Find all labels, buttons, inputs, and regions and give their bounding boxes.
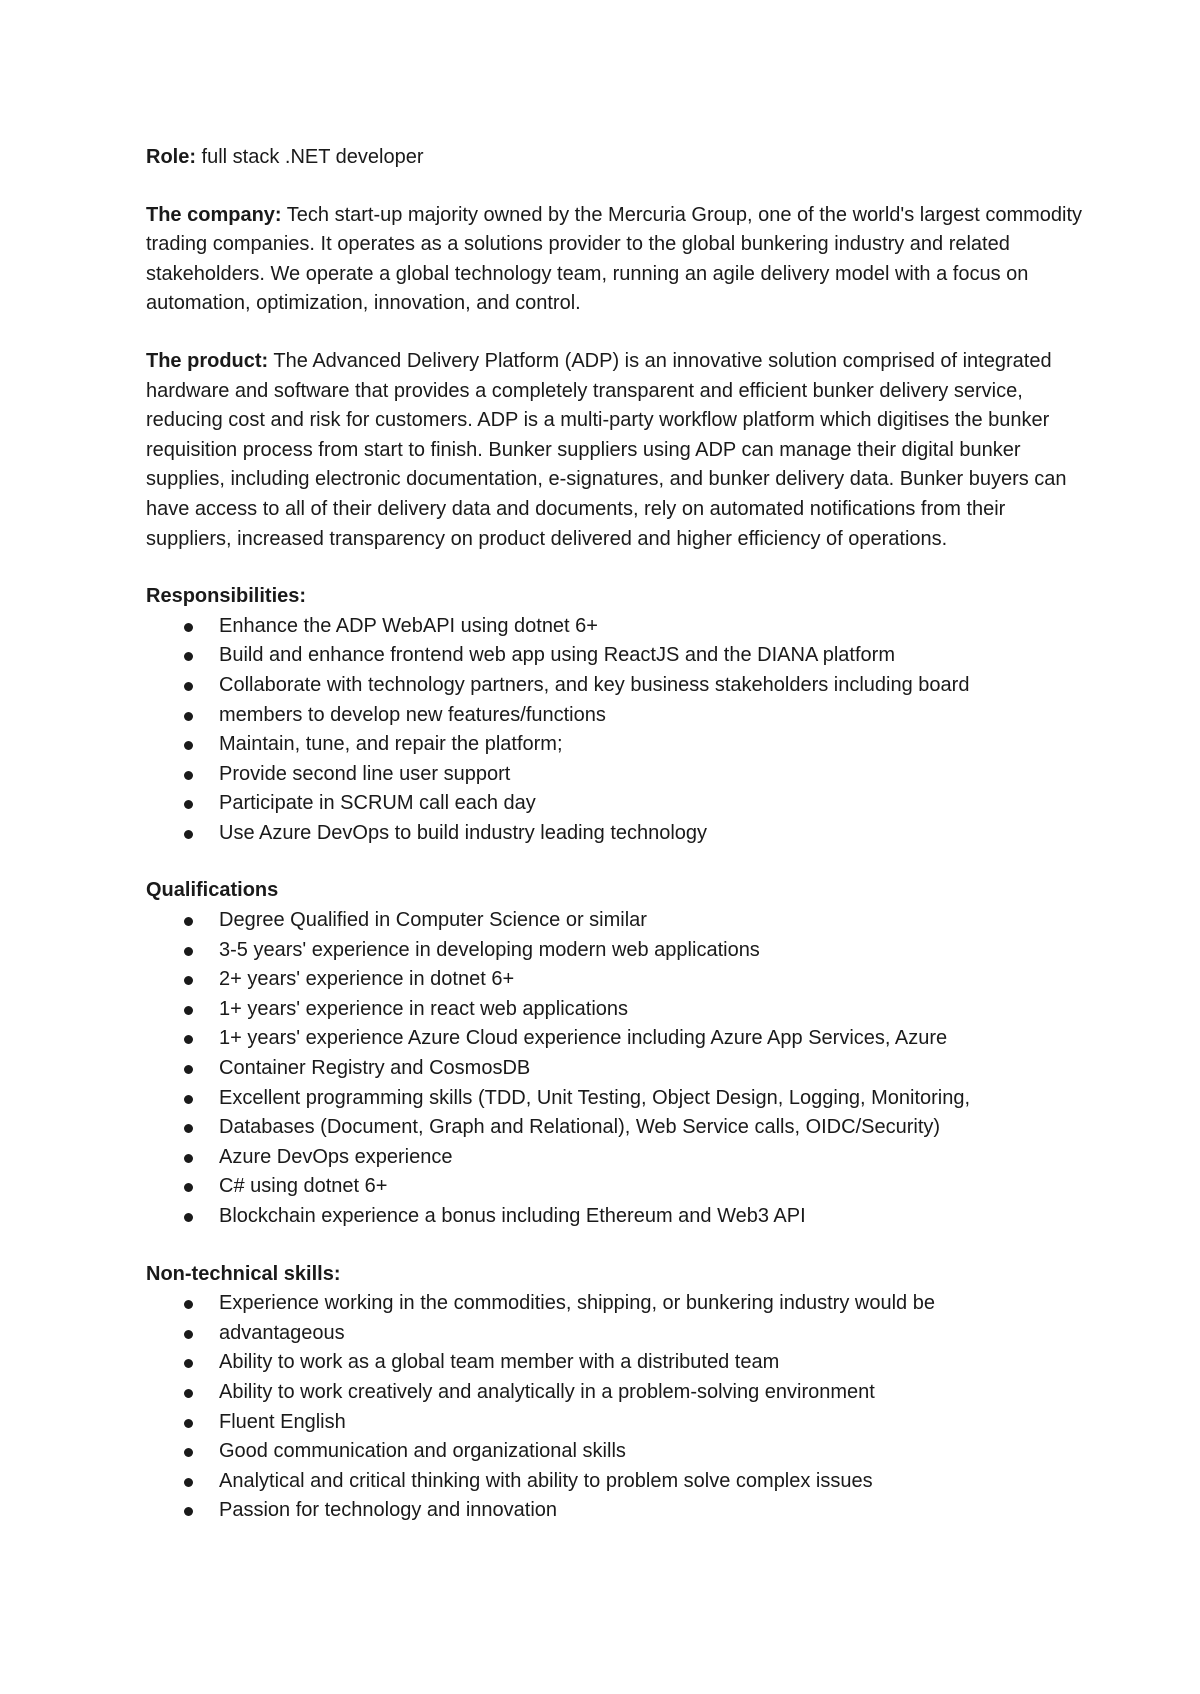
bullet-icon (184, 1154, 193, 1163)
bullet-icon (184, 1330, 193, 1339)
bullet-icon (184, 917, 193, 926)
nontechnical-list (146, 1289, 1086, 1526)
list-item (146, 701, 1086, 731)
list-item-text: Good communication and organizational skills (219, 1440, 626, 1463)
list-item-text: Databases (Document, Graph and Relational), Web Service calls, OIDC/Security) (219, 1116, 941, 1139)
bullet-icon (184, 1478, 193, 1487)
list-item-text: Build and enhance frontend web app using ReactJS and the DIANA platform (219, 644, 895, 667)
bullet-icon (184, 1300, 193, 1309)
list-item-text: C# using dotnet 6+ (219, 1175, 388, 1198)
document-page (146, 143, 1086, 1554)
list-item (146, 760, 1086, 790)
list-item (146, 671, 1086, 701)
bullet-icon (184, 947, 193, 956)
list-item (146, 641, 1086, 671)
list-item-text: Collaborate with technology partners, and key business stakeholders including board (219, 673, 970, 696)
list-item (146, 906, 1086, 936)
list-item (146, 1378, 1086, 1408)
bullet-icon (184, 1507, 193, 1516)
list-item-text: 2+ years' experience in dotnet 6+ (219, 968, 515, 991)
list-item (146, 789, 1086, 819)
product-text: The Advanced Delivery Platform (ADP) is an innovative solution comprised of integrated hardware and software that provides a completely transparent and efficient bunker delivery service, reducing cost and risk for customers. ADP is a multi-party workflow platform which digitises the bunker requisition process from start to finish. Bunker suppliers using ADP can manage their digital bunker supplies, including electronic documentation, e-signatures, and bunker delivery data. Bunker buyers can have access to all of their delivery data and documents, rely on automated notifications from their suppliers, increased transparency on product delivered and higher efficiency of operations. (146, 349, 1067, 550)
list-item (146, 1024, 1086, 1054)
bullet-icon (184, 830, 193, 839)
list-item-text: Ability to work creatively and analytically in a problem-solving environment (219, 1380, 875, 1403)
role-paragraph (146, 143, 1086, 173)
bullet-icon (184, 1359, 193, 1368)
list-item (146, 1467, 1086, 1497)
list-item-text: Degree Qualified in Computer Science or similar (219, 909, 647, 932)
bullet-icon (184, 1213, 193, 1222)
list-item-text: members to develop new features/functions (219, 703, 606, 726)
list-item-text: Experience working in the commodities, shipping, or bunkering industry would be (219, 1292, 935, 1315)
list-item (146, 1437, 1086, 1467)
list-item (146, 1084, 1086, 1114)
list-item (146, 819, 1086, 849)
bullet-icon (184, 1124, 193, 1133)
list-item-text: Maintain, tune, and repair the platform; (219, 733, 563, 756)
list-item (146, 936, 1086, 966)
list-item (146, 730, 1086, 760)
company-text: Tech start-up majority owned by the Mercuria Group, one of the world's largest commodity trading companies. It operates as a solutions provider to the global bunkering industry and related stakeholders. We operate a global technology team, running an agile delivery model with a focus on automation, optimization, innovation, and control. (146, 203, 1083, 315)
list-item-text: Participate in SCRUM call each day (219, 792, 536, 815)
nontechnical-heading: Non-technical skills: (146, 1262, 341, 1285)
list-item-text: Azure DevOps experience (219, 1145, 453, 1168)
responsibilities-heading: Responsibilities: (146, 585, 307, 608)
bullet-icon (184, 741, 193, 750)
list-item-text: Use Azure DevOps to build industry leading technology (219, 821, 708, 844)
list-item (146, 612, 1086, 642)
bullet-icon (184, 1183, 193, 1192)
product-paragraph (146, 347, 1086, 554)
company-label: The company: (146, 203, 282, 226)
list-item (146, 1289, 1086, 1319)
list-item-text: Excellent programming skills (TDD, Unit Testing, Object Design, Logging, Monitoring, (219, 1086, 971, 1109)
bullet-icon (184, 1035, 193, 1044)
bullet-icon (184, 623, 193, 632)
bullet-icon (184, 976, 193, 985)
list-item (146, 1113, 1086, 1143)
list-item (146, 1348, 1086, 1378)
list-item-text: Blockchain experience a bonus including Ethereum and Web3 API (219, 1205, 806, 1227)
list-item (146, 965, 1086, 995)
list-item (146, 995, 1086, 1025)
bullet-icon (184, 682, 193, 691)
bullet-icon (184, 771, 193, 780)
bullet-icon (184, 1419, 193, 1428)
list-item (146, 1202, 1086, 1232)
product-label: The product: (146, 349, 269, 372)
role-label: Role: (146, 146, 196, 168)
list-item-text: Container Registry and CosmosDB (219, 1057, 531, 1080)
qualifications-list (146, 906, 1086, 1232)
list-item (146, 1054, 1086, 1084)
list-item (146, 1172, 1086, 1202)
bullet-icon (184, 652, 193, 661)
responsibilities-list (146, 612, 1086, 849)
bullet-icon (184, 800, 193, 809)
list-item (146, 1496, 1086, 1526)
company-paragraph (146, 201, 1086, 319)
list-item-text: 1+ years' experience Azure Cloud experience including Azure App Services, Azure (219, 1027, 948, 1050)
list-item-text: Analytical and critical thinking with ability to problem solve complex issues (219, 1469, 873, 1492)
list-item (146, 1319, 1086, 1349)
list-item-text: 3-5 years' experience in developing modern web applications (219, 938, 760, 961)
bullet-icon (184, 1065, 193, 1074)
list-item-text: Enhance the ADP WebAPI using dotnet 6+ (219, 614, 598, 637)
qualifications-heading: Qualifications (146, 879, 279, 902)
list-item-text: 1+ years' experience in react web applications (219, 997, 629, 1020)
list-item (146, 1143, 1086, 1173)
list-item-text: advantageous (219, 1321, 345, 1344)
list-item-text: Provide second line user support (219, 762, 511, 785)
role-text: full stack .NET developer (196, 146, 424, 168)
list-item-text: Passion for technology and innovation (219, 1499, 558, 1522)
bullet-icon (184, 1006, 193, 1015)
bullet-icon (184, 712, 193, 721)
list-item (146, 1408, 1086, 1438)
bullet-icon (184, 1448, 193, 1457)
list-item-text: Ability to work as a global team member with a distributed team (219, 1351, 780, 1374)
bullet-icon (184, 1389, 193, 1398)
list-item-text: Fluent English (219, 1410, 346, 1433)
bullet-icon (184, 1095, 193, 1104)
